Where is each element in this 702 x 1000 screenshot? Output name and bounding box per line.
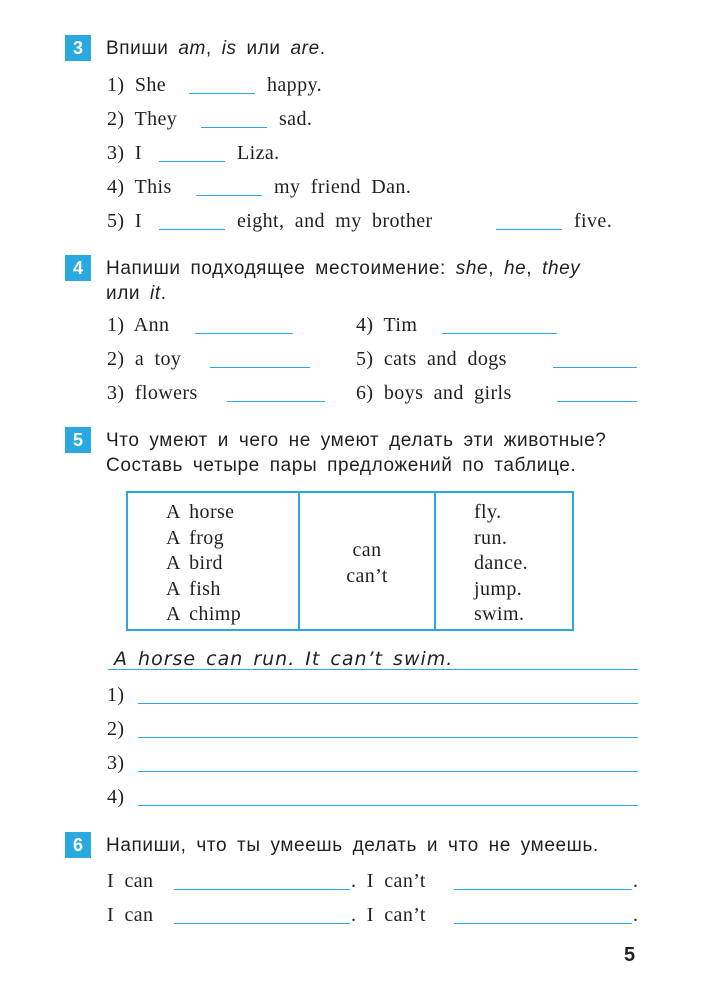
answer-blank[interactable]: [454, 889, 632, 890]
exercise-6-instruction: Напиши, что ты умеешь делать и что не умеешь.: [106, 835, 599, 856]
table-cell: swim.: [474, 603, 525, 625]
exercise-3-item: 2) They: [107, 108, 178, 130]
exercise-6-i-cant: . I can’t: [351, 904, 426, 926]
answer-line-number: 2): [107, 718, 125, 740]
answer-line[interactable]: [138, 771, 638, 772]
exercise-3-item: 3) I: [107, 142, 142, 164]
exercise-3-item-rest: my friend Dan.: [274, 176, 412, 198]
table-cell: A bird: [166, 552, 223, 574]
answer-blank[interactable]: [159, 161, 225, 162]
table-cell: run.: [474, 526, 508, 549]
answer-line[interactable]: [138, 737, 638, 738]
answer-blank[interactable]: [174, 923, 350, 924]
answer-blank[interactable]: [196, 195, 262, 196]
table-cell: A frog: [166, 526, 225, 549]
answer-blank[interactable]: [557, 401, 637, 402]
answer-blank[interactable]: [195, 333, 293, 334]
exercise-3-item-rest: Liza.: [237, 142, 280, 164]
exercise-3-instruction: Впиши am, is или are.: [106, 38, 326, 59]
answer-blank[interactable]: [210, 367, 310, 368]
exercise-4-item: 2) a toy: [107, 348, 182, 370]
exercise-4-item: 6) boys and girls: [356, 382, 512, 404]
exercise-3-item-end: five.: [574, 210, 613, 232]
exercise-4-item: 1) Ann: [107, 314, 170, 336]
page-number: 5: [624, 944, 636, 966]
table-modals-column: [300, 538, 434, 589]
sentence-table: [126, 491, 574, 631]
answer-blank[interactable]: [189, 93, 255, 94]
exercise-3-item: 1) She: [107, 74, 167, 96]
exercise-5-instruction: Что умеют и чего не умеют делать эти животные? Составь четыре пары предложений по таблице.: [106, 430, 607, 476]
exercise-6-i-cant: . I can’t: [351, 870, 426, 892]
answer-blank[interactable]: [201, 127, 267, 128]
exercise-6-i-can: I can: [107, 904, 154, 926]
exercise-4-number: 4: [65, 255, 91, 281]
example-sentence: A horse can run. It can’t swim.: [114, 648, 454, 670]
exercise-6-i-can: I can: [107, 870, 154, 892]
exercise-3-item-rest: eight, and my brother: [237, 210, 433, 232]
answer-line-number: 4): [107, 786, 125, 808]
exercise-4-instruction: Напиши подходящее местоимение: she, he, they или it.: [106, 258, 581, 304]
answer-line-number: 1): [107, 684, 125, 706]
table-cell: jump.: [474, 577, 523, 600]
table-cell: A chimp: [166, 603, 242, 625]
exercise-3-item: 5) I: [107, 210, 142, 232]
exercise-3-item-rest: happy.: [267, 74, 322, 96]
table-verbs-column: [474, 500, 528, 628]
answer-line[interactable]: [138, 805, 638, 806]
table-cell: A horse: [166, 501, 235, 523]
exercise-3-item: 4) This: [107, 176, 172, 198]
sentence-end: .: [633, 870, 639, 892]
answer-line[interactable]: [138, 703, 638, 704]
answer-blank[interactable]: [496, 229, 562, 230]
exercise-3-item-rest: sad.: [279, 108, 313, 130]
table-cell: can’t: [346, 564, 388, 587]
answer-blank[interactable]: [159, 229, 225, 230]
exercise-3-number: 3: [65, 35, 91, 61]
answer-line-number: 3): [107, 752, 125, 774]
table-cell: dance.: [474, 552, 529, 574]
table-cell: A fish: [166, 577, 221, 600]
answer-blank[interactable]: [227, 401, 325, 402]
exercise-4-item: 3) flowers: [107, 382, 198, 404]
table-animals-column: [166, 500, 241, 628]
table-cell: can: [352, 539, 382, 561]
answer-blank[interactable]: [454, 923, 632, 924]
answer-blank[interactable]: [553, 367, 637, 368]
exercise-4-item: 5) cats and dogs: [356, 348, 507, 370]
exercise-6-number: 6: [65, 832, 91, 858]
example-underline: [108, 669, 638, 670]
answer-blank[interactable]: [442, 333, 557, 334]
table-cell: fly.: [474, 501, 502, 523]
answer-blank[interactable]: [174, 889, 350, 890]
sentence-end: .: [633, 904, 639, 926]
exercise-4-item: 4) Tim: [356, 314, 418, 336]
exercise-5-number: 5: [65, 427, 91, 453]
table-divider: [434, 493, 436, 629]
